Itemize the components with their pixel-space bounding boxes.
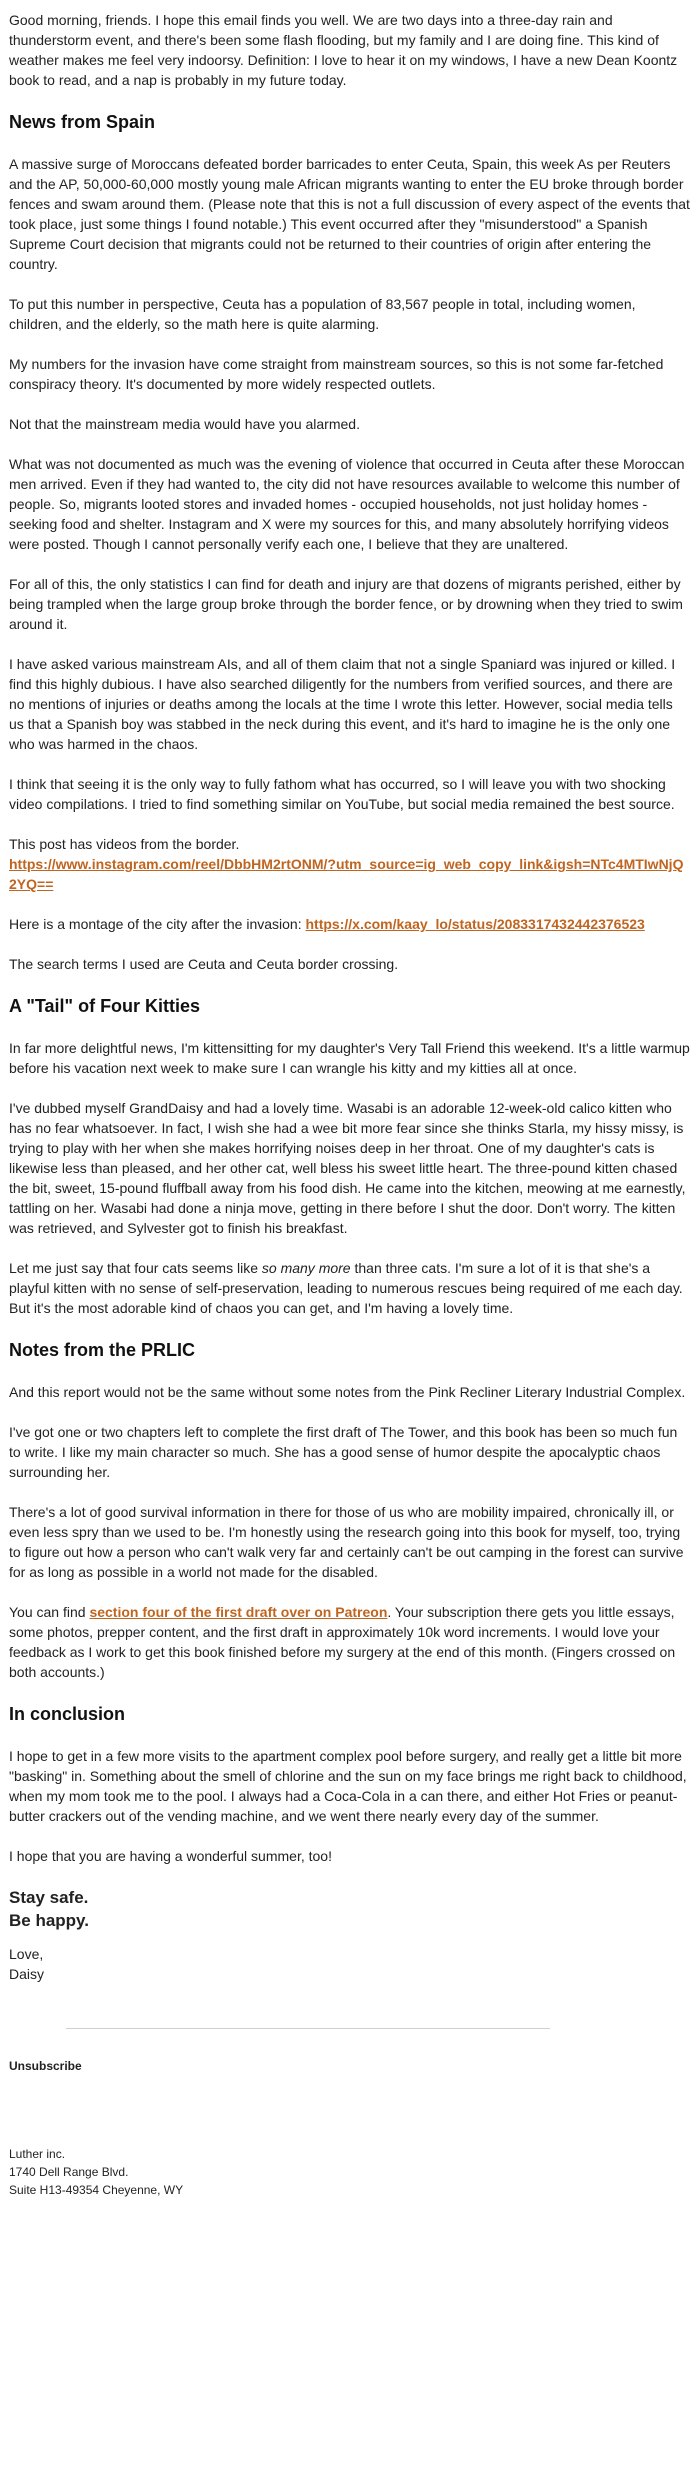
conclusion-paragraph-1: I hope to get in a few more visits to the apartment complex pool before surgery, and really get a little bit more "basking" in. Something about the smell of chlorine and the sun on my face brings me right back to childhood, when my mom took me to the pool. I always had a Coca-Cola in a can there, and either Hot Fries or peanut-butter crackers out of the vending machine, and we went there nearly every day of the summer.	[9, 1748, 687, 1824]
prlic-paragraph-3: There's a lot of good survival information in there for those of us who are mobility impaired, chronically ill, or even less spry than we used to be. I'm honestly using the research going into this book for myself, too, trying to figure out how a person who can't walk very far and certainly can't be out camping in the forest can survive for as long as possible in a world not made for the disabled.	[9, 1504, 684, 1580]
sign-off-be-happy: Be happy.	[9, 1911, 89, 1930]
company-street: 1740 Dell Range Blvd.	[9, 2165, 129, 2179]
spain-paragraph-3: My numbers for the invasion have come straight from mainstream sources, so this is not some far-fetched conspiracy theory. It's documented by more widely respected outlets.	[9, 356, 664, 392]
x-status-link[interactable]: https://x.com/kaay_lo/status/2083317432442376523	[305, 916, 645, 932]
unsubscribe-link[interactable]: Unsubscribe	[9, 2059, 82, 2073]
spain-paragraph-10	[9, 914, 691, 934]
prlic-paragraph-2: I've got one or two chapters left to complete the first draft of The Tower, and this book has been so much fun to write. I like my main character so much. She has a good sense of humor despite the apocalyptic chaos surrounding her.	[9, 1424, 678, 1480]
spain-paragraph-7: I have asked various mainstream AIs, and all of them claim that not a single Spaniard was injured or killed. I find this highly dubious. I have also searched diligently for the numbers from verified sources, and there are no mentions of injuries or deaths among the locals at the time I wrote this letter. However, social media tells us that a Spanish boy was stabbed in the neck during this event, and it's hard to imagine he is the only one who was harmed in the chaos.	[9, 656, 676, 752]
kitties-emphasis: so many more	[261, 1260, 351, 1276]
kitties-text-a: Let me just say that four cats seems like	[9, 1260, 262, 1276]
kitties-paragraph-3	[9, 1258, 691, 1318]
signature-name: Daisy	[9, 1966, 45, 1982]
patreon-link[interactable]: section four of the first draft over on Patreon	[89, 1604, 388, 1620]
signature-love: Love,	[9, 1946, 44, 1962]
spain-paragraph-8: I think that seeing it is the only way to fully fathom what has occurred, so I will leave you with two shocking video compilations. I tried to find something similar on YouTube, but social media remained the best source.	[9, 776, 675, 812]
spain-paragraph-6: For all of this, the only statistics I can find for death and injury are that dozens of migrants perished, either by being trampled when the large group broke through the border fence, or by drowning when they tried to swim around it.	[9, 576, 683, 632]
intro-paragraph: Good morning, friends. I hope this email finds you well. We are two days into a three-day rain and thunderstorm event, and there's been some flash flooding, but my family and I are doing fine. This kind of weather makes me feel very indoorsy. Definition: I love to hear it on my windows, I have a new Dean Koontz book to read, and a nap is probably in my future today.	[9, 12, 678, 88]
kitties-paragraph-2: I've dubbed myself GrandDaisy and had a lovely time. Wasabi is an adorable 12-week-old calico kitten who has no fear whatsoever. In fact, I wish she had a wee bit more fear since she thinks Starla, my hissy missy, is trying to play with her when she makes horrifying noises deep in her throat. One of my daughter's cats is likewise less than pleased, and her other cat, well bless his sweet little heart. The three-pound kitten chased the bit, sweet, 15-pound fluffball away from his food dish. He came into the kitchen, meowing at me earnestly, tattling on her. Wasabi had done a ninja move, getting in there before I shut the door. Don't worry. The kitten was retrieved, and Sylvester got to finish his breakfast.	[9, 1100, 686, 1236]
spain-paragraph-4: Not that the mainstream media would have you alarmed.	[9, 416, 360, 432]
section-heading-conclusion: In conclusion	[9, 1704, 126, 1724]
footer	[9, 2057, 691, 2199]
prlic-paragraph-4	[9, 1602, 691, 1682]
section-heading-spain: News from Spain	[9, 112, 156, 132]
section-heading-kitties: A "Tail" of Four Kitties	[9, 996, 201, 1016]
prlic-text-a: You can find	[9, 1604, 90, 1620]
kitties-text-b: than three cats. I'm sure a lot of it is that she's a playful kitten with no sense of self-preservation, leading to numerous rescues being required of me each day. But it's the most adorable kind of chaos you can get, and I'm having a lovely time.	[9, 1260, 683, 1316]
montage-text: Here is a montage of the city after the invasion:	[9, 916, 306, 932]
prlic-paragraph-1: And this report would not be the same without some notes from the Pink Recliner Literary Industrial Complex.	[9, 1384, 686, 1400]
prlic-text-b: . Your subscription there gets you little essays, some photos, prepper content, and the first draft in approximately 10k word increments. I would love your feedback as I work to get this book finished before my surgery at the end of this month. (Fingers crossed on both accounts.)	[9, 1604, 676, 1680]
footer-divider	[66, 2028, 550, 2029]
spain-paragraph-2: To put this number in perspective, Ceuta has a population of 83,567 people in total, including women, children, and the elderly, so the math here is quite alarming.	[9, 296, 636, 332]
sign-off-stay-safe: Stay safe.	[9, 1888, 89, 1907]
spain-paragraph-11: The search terms I used are Ceuta and Ceuta border crossing.	[9, 956, 399, 972]
spain-paragraph-9	[9, 834, 691, 894]
company-suite: Suite H13-49354 Cheyenne, WY	[9, 2183, 184, 2197]
spain-paragraph-1: A massive surge of Moroccans defeated border barricades to enter Ceuta, Spain, this week As per Reuters and the AP, 50,000-60,000 mostly young male African migrants wanting to enter the EU broke through border fences and swam around them. (Please note that this is not a full discussion of every aspect of the events that took place, just some things I found notable.) This event occurred after they "misunderstood" a Spanish Supreme Court decision that migrants could not be returned to their countries of origin after entering the country.	[9, 156, 690, 272]
conclusion-paragraph-2: I hope that you are having a wonderful summer, too!	[9, 1848, 332, 1864]
section-heading-prlic: Notes from the PRLIC	[9, 1340, 196, 1360]
kitties-paragraph-1: In far more delightful news, I'm kittensitting for my daughter's Very Tall Friend this weekend. It's a little warmup before his vacation next week to make sure I can wrangle his kitty and my kitties all at once.	[9, 1040, 690, 1076]
signature-block	[9, 1944, 691, 1984]
spain-paragraph-5: What was not documented as much was the evening of violence that occurred in Ceuta after these Moroccan men arrived. Even if they had wanted to, the city did not have resources available to welcome this number of people. So, migrants looted stores and invaded homes - occupied households, not just holiday homes - seeking food and shelter. Instagram and X were my sources for this, and many absolutely horrifying videos were posted. Though I cannot personally verify each one, I believe that they are unaltered.	[9, 456, 685, 552]
border-videos-text: This post has videos from the border.	[9, 836, 240, 852]
company-name: Luther inc.	[9, 2147, 66, 2161]
instagram-link[interactable]: https://www.instagram.com/reel/DbbHM2rtONM/?utm_source=ig_web_copy_link&igsh=NTc4MTIwNjQ2YQ==	[9, 856, 684, 892]
